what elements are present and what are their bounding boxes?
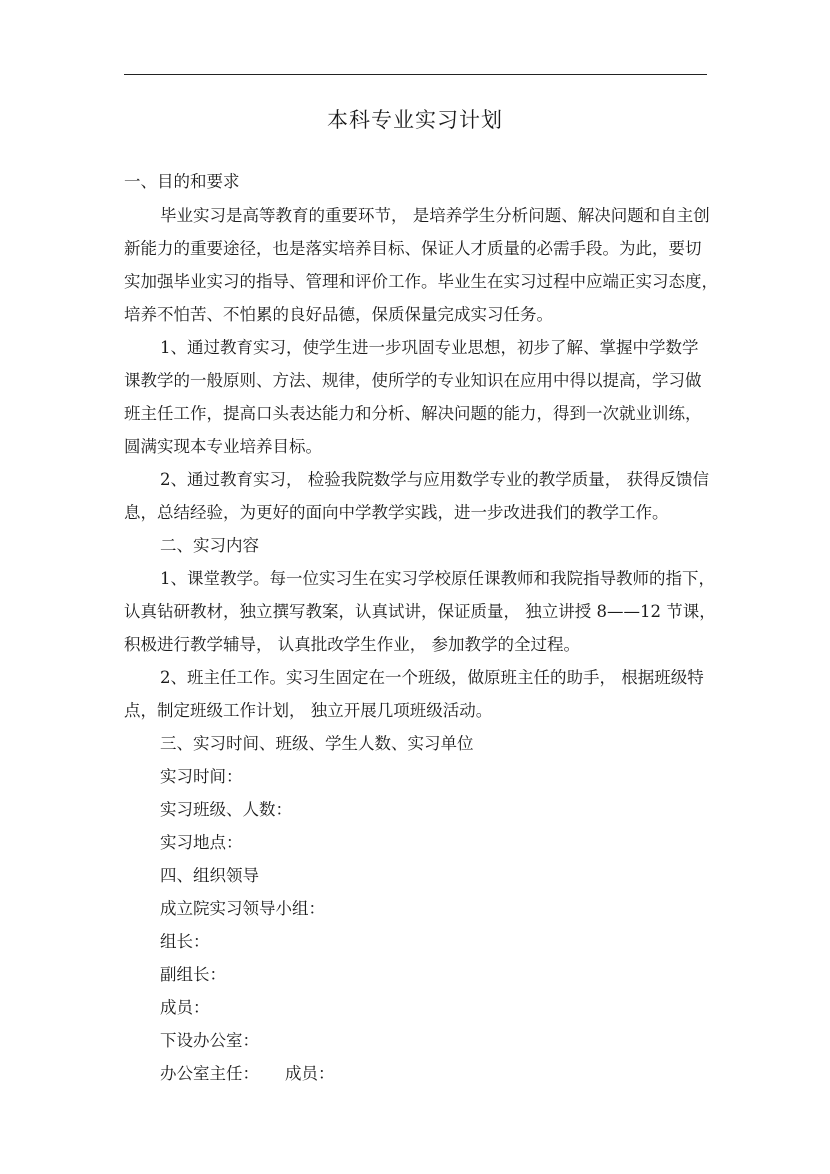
section-heading-4: 四、组织领导 [160, 866, 259, 885]
paragraph-line: 圆满实现本专业培养目标。 [124, 437, 322, 456]
paragraph-line: 新能力的重要途径，也是落实培养目标、保证人才质量的必需手段。为此，要切 [124, 239, 702, 258]
field-office: 下设办公室： [160, 1031, 259, 1050]
page-title: 本科专业实习计划 [327, 108, 503, 132]
field-office-director: 办公室主任： [160, 1064, 259, 1083]
paragraph-line: 课教学的一般原则、方法、规律，使所学的专业知识在应用中得以提高，学习做 [124, 371, 702, 390]
field-leadership-group: 成立院实习领导小组： [160, 899, 325, 918]
paragraph-line: 2、通过教育实习， 检验我院数学与应用数学专业的教学质量， 获得反馈信 [160, 470, 709, 489]
field-internship-class: 实习班级、人数： [160, 800, 292, 819]
paragraph-line: 1、通过教育实习，使学生进一步巩固专业思想，初步了解、掌握中学数学 [160, 338, 699, 357]
paragraph-line: 息，总结经验，为更好的面向中学教学实践，进一步改进我们的教学工作。 [124, 503, 669, 522]
field-vice-leader: 副组长： [160, 965, 226, 984]
paragraph-line: 毕业实习是高等教育的重要环节， 是培养学生分析问题、解决问题和自主创 [160, 206, 710, 225]
field-group-leader: 组长： [160, 932, 210, 951]
paragraph-line: 认真钻研教材，独立撰写教案，认真试讲，保证质量， 独立讲授 8——12 节课， [124, 602, 716, 621]
paragraph-line: 实加强毕业实习的指导、管理和评价工作。毕业生在实习过程中应端正实习态度， [124, 272, 718, 291]
paragraph-line: 2、班主任工作。实习生固定在一个班级，做原班主任的助手， 根据班级特 [160, 668, 704, 687]
paragraph-line: 1、课堂教学。每一位实习生在实习学校原任课教师和我院指导教师的指下， [160, 569, 715, 588]
section-heading-2: 二、实习内容 [160, 536, 259, 555]
section-heading-1: 一、目的和要求 [124, 172, 240, 191]
paragraph-line: 积极进行教学辅导， 认真批改学生作业， 参加教学的全过程。 [124, 635, 580, 654]
paragraph-line: 点，制定班级工作计划， 独立开展几项班级活动。 [124, 701, 493, 720]
field-internship-time: 实习时间： [160, 767, 243, 786]
paragraph-line: 培养不怕苦、不怕累的良好品德，保质保量完成实习任务。 [124, 305, 553, 324]
header-rule [124, 74, 707, 75]
field-internship-place: 实习地点： [160, 833, 243, 852]
section-heading-3: 三、实习时间、班级、学生人数、实习单位 [160, 734, 474, 753]
paragraph-line: 班主任工作，提高口头表达能力和分析、解决问题的能力，得到一次就业训练， [124, 404, 702, 423]
field-office-members: 成员： [285, 1064, 335, 1083]
field-members: 成员： [160, 998, 210, 1017]
